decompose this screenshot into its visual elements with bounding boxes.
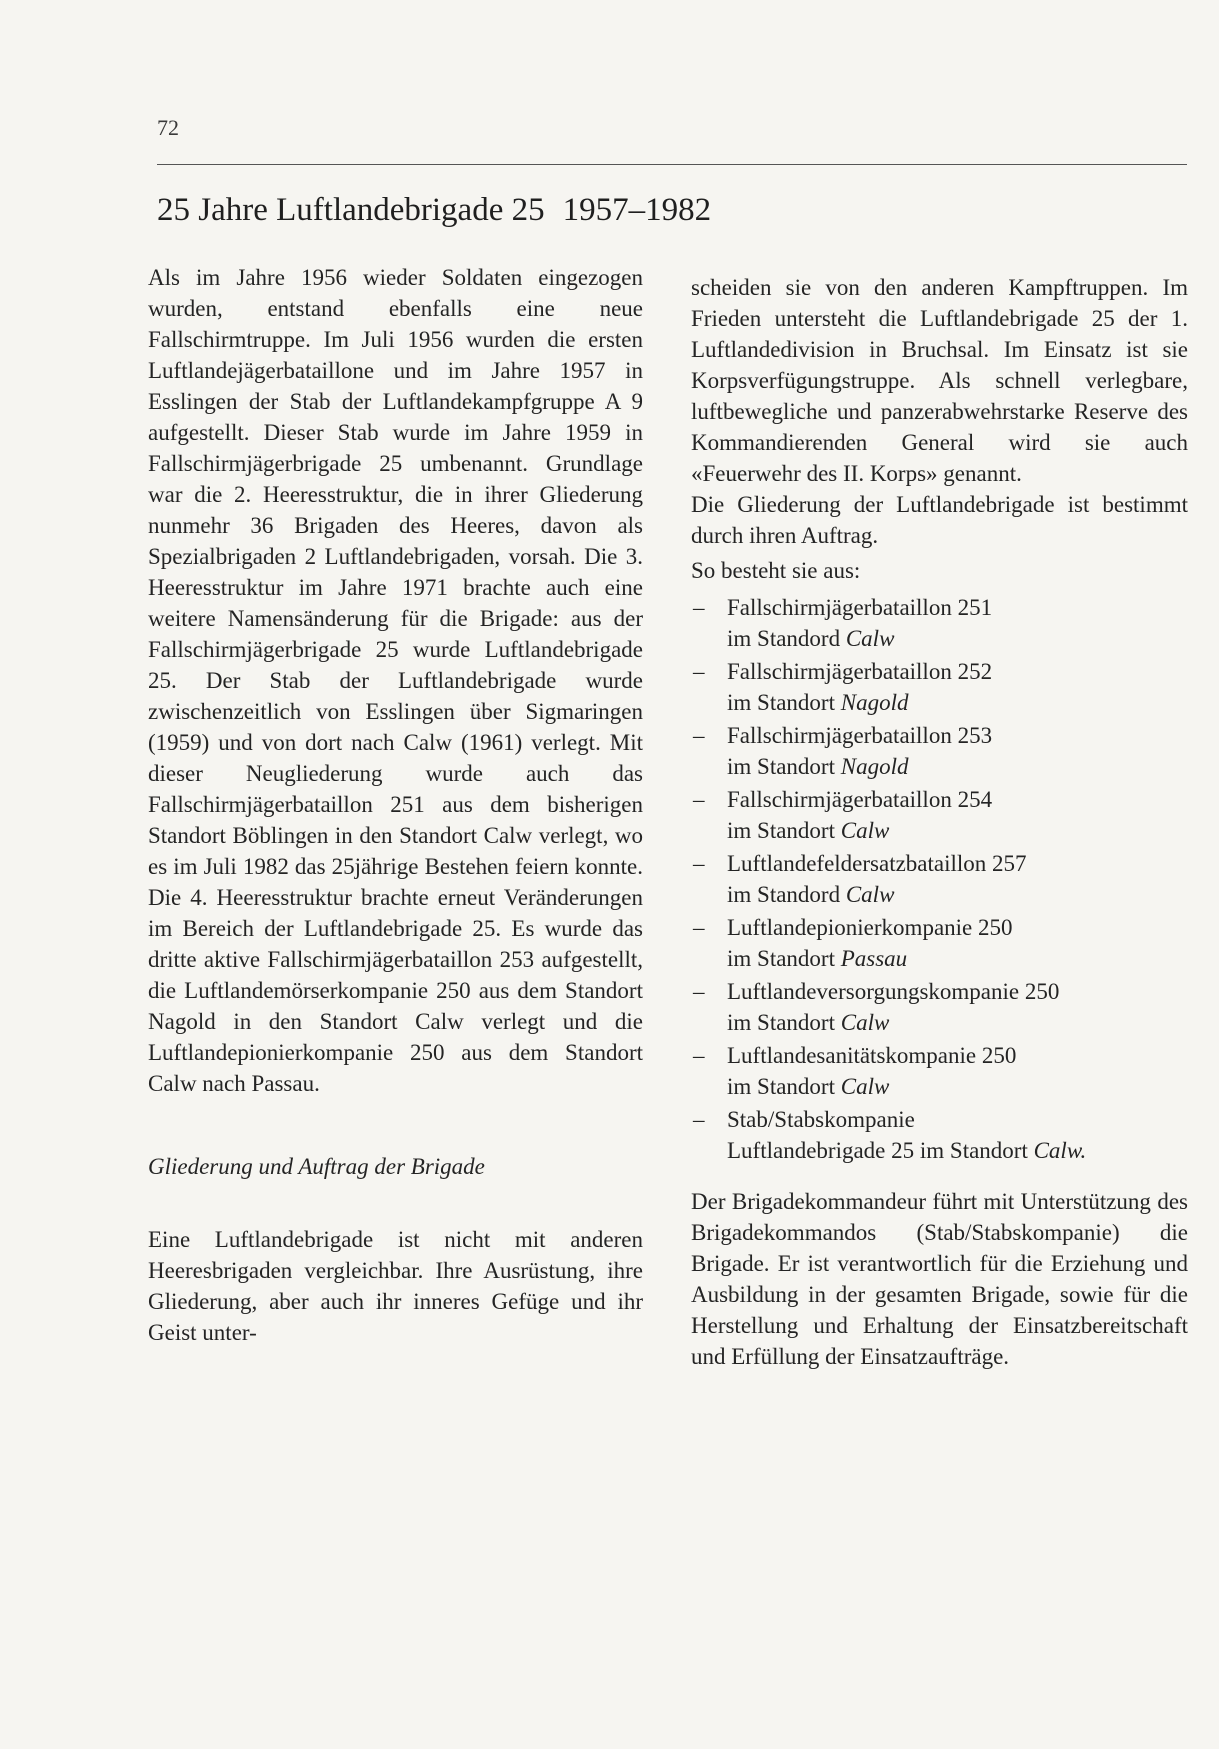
unit-name: Fallschirmjägerbataillon 254 <box>727 787 993 812</box>
list-item <box>691 720 1188 782</box>
title-main: 25 Jahre Luftlandebrigade 25 <box>157 192 545 228</box>
dash-bullet: – <box>693 979 705 1004</box>
unit-name: Fallschirmjägerbataillon 251 <box>727 595 993 620</box>
unit-location <box>727 751 1188 782</box>
location-prefix: im Standord <box>727 626 841 651</box>
right-paragraph-3: Der Brigadekommandeur führt mit Unterstützung des Brigadekommandos (Stab/Stabskompanie) die Brigade. Er ist verantwortlich für die Erziehung und Ausbildung in der gesamten Brigade, sowie für die Herstellung und Erhaltung der Einsatzbereitschaft und Erfüllung der Einsatzaufträge. <box>691 1189 1188 1369</box>
unit-location <box>727 623 1188 654</box>
unit-name: Fallschirmjägerbataillon 252 <box>727 659 993 684</box>
dash-bullet: – <box>693 1107 705 1132</box>
list-item <box>691 592 1188 654</box>
dash-bullet: – <box>693 723 705 748</box>
list-item <box>691 912 1188 974</box>
unit-name: Luftlandesanitätskompanie 250 <box>727 1043 1017 1068</box>
location-place: Calw <box>840 1074 890 1099</box>
unit-name: Luftlandefeldersatzbataillon 257 <box>727 851 1027 876</box>
location-place: Calw <box>845 626 895 651</box>
left-paragraph-1: Als im Jahre 1956 wieder Soldaten eingezogen wurden, entstand ebenfalls eine neue Fallschirmtruppe. Im Juli 1956 wurden die ersten Luftlandejägerbataillone und im Jahre 1957 in Esslingen der Stab der Luftlandekampfgruppe A 9 aufgestellt. Dieser Stab wurde im Jahre 1959 in Fallschirmjägerbrigade 25 umbenannt. Grundlage war die 2. Heeresstruktur, die in ihrer Gliederung nunmehr 36 Brigaden des Heeres, davon als Spezialbrigaden 2 Luftlandebrigaden, vorsah. Die 3. Heeresstruktur im Jahre 1971 brachte auch eine weitere Namensänderung für die Brigade: aus der Fallschirmjägerbrigade 25 wurde Luftlandebrigade 25. Der Stab der Luftlandebrigade wurde zwischenzeitlich von Esslingen über Sigmaringen (1959) und von dort nach Calw (1961) verlegt. Mit dieser Neugliederung wurde auch das Fallschirmjägerbataillon 251 aus dem bisherigen Standort Böblingen in den Standort Calw verlegt, wo es im Juli 1982 das 25jährige Bestehen feiern konnte. Die 4. Heeresstruktur brachte erneut Veränderungen im Bereich der Luftlandebrigade 25. Es wurde das dritte aktive Fallschirmjägerbataillon 253 aufgestellt, die Luftlandemörserkompanie 250 aus dem Standort Nagold in den Standort Calw verlegt und die Luftlandepionierkompanie 250 aus dem Standort Calw nach Passau. <box>148 265 643 1096</box>
list-item <box>691 976 1188 1038</box>
section-subheading: Gliederung und Auftrag der Brigade <box>148 1154 485 1179</box>
dash-bullet: – <box>693 851 705 876</box>
unit-name: Fallschirmjägerbataillon 253 <box>727 723 993 748</box>
list-item <box>691 1104 1188 1166</box>
unit-location <box>727 1007 1188 1038</box>
unit-location <box>727 1135 1188 1166</box>
dash-bullet: – <box>693 595 705 620</box>
page-number: 72 <box>157 115 179 140</box>
location-prefix: im Standort <box>727 1010 835 1035</box>
right-column <box>691 272 1188 1372</box>
location-prefix: im Standort <box>727 946 835 971</box>
unit-list <box>691 592 1188 1166</box>
dash-bullet: – <box>693 915 705 940</box>
location-prefix: im Standort <box>727 690 835 715</box>
location-prefix: Luftlandebrigade 25 im Standort <box>727 1138 1028 1163</box>
title-years: 1957–1982 <box>562 192 712 228</box>
unit-name: Stab/Stabskompanie <box>727 1107 915 1132</box>
location-prefix: im Standort <box>727 1074 835 1099</box>
location-place: Calw <box>840 818 890 843</box>
location-place: Nagold <box>840 690 909 715</box>
location-place: Calw <box>840 1010 890 1035</box>
unit-location <box>727 943 1188 974</box>
right-paragraph-2: Die Gliederung der Luftlandebrigade ist bestimmt durch ihren Auftrag. <box>691 492 1188 548</box>
location-place: Calw. <box>1033 1138 1087 1163</box>
dash-bullet: – <box>693 1043 705 1068</box>
unit-location <box>727 879 1188 910</box>
dash-bullet: – <box>693 659 705 684</box>
article-title <box>157 188 877 232</box>
location-place: Passau <box>840 946 908 971</box>
list-item <box>691 1040 1188 1102</box>
location-prefix: im Standord <box>727 882 841 907</box>
location-prefix: im Standort <box>727 754 835 779</box>
unit-name: Luftlandepionierkompanie 250 <box>727 915 1013 940</box>
location-place: Calw <box>845 882 895 907</box>
list-intro: So besteht sie aus: <box>691 558 861 583</box>
left-paragraph-2: Eine Luftlandebrigade ist nicht mit anderen Heeresbrigaden vergleichbar. Ihre Ausrüstung, ihre Gliederung, aber auch ihr inneres Gefüge und ihr Geist unter- <box>148 1227 643 1345</box>
unit-location <box>727 1071 1188 1102</box>
unit-name: Luftlandeversorgungskompanie 250 <box>727 979 1060 1004</box>
list-item <box>691 656 1188 718</box>
unit-location <box>727 815 1188 846</box>
location-prefix: im Standort <box>727 818 835 843</box>
location-place: Nagold <box>840 754 909 779</box>
unit-location <box>727 687 1188 718</box>
right-paragraph-1: scheiden sie von den anderen Kampftruppen. Im Frieden untersteht die Luftlandebrigade 25 der 1. Luftlandedivision in Bruchsal. Im Einsatz ist sie Korpsverfügungstruppe. Als schnell verlegbare, luftbewegliche und panzerabwehrstarke Reserve des Kommandierenden General wird sie auch «Feuerwehr des II. Korps» genannt. <box>691 275 1188 486</box>
list-item <box>691 848 1188 910</box>
list-item <box>691 784 1188 846</box>
header-rule <box>157 164 1187 165</box>
dash-bullet: – <box>693 787 705 812</box>
left-column <box>148 262 643 1348</box>
